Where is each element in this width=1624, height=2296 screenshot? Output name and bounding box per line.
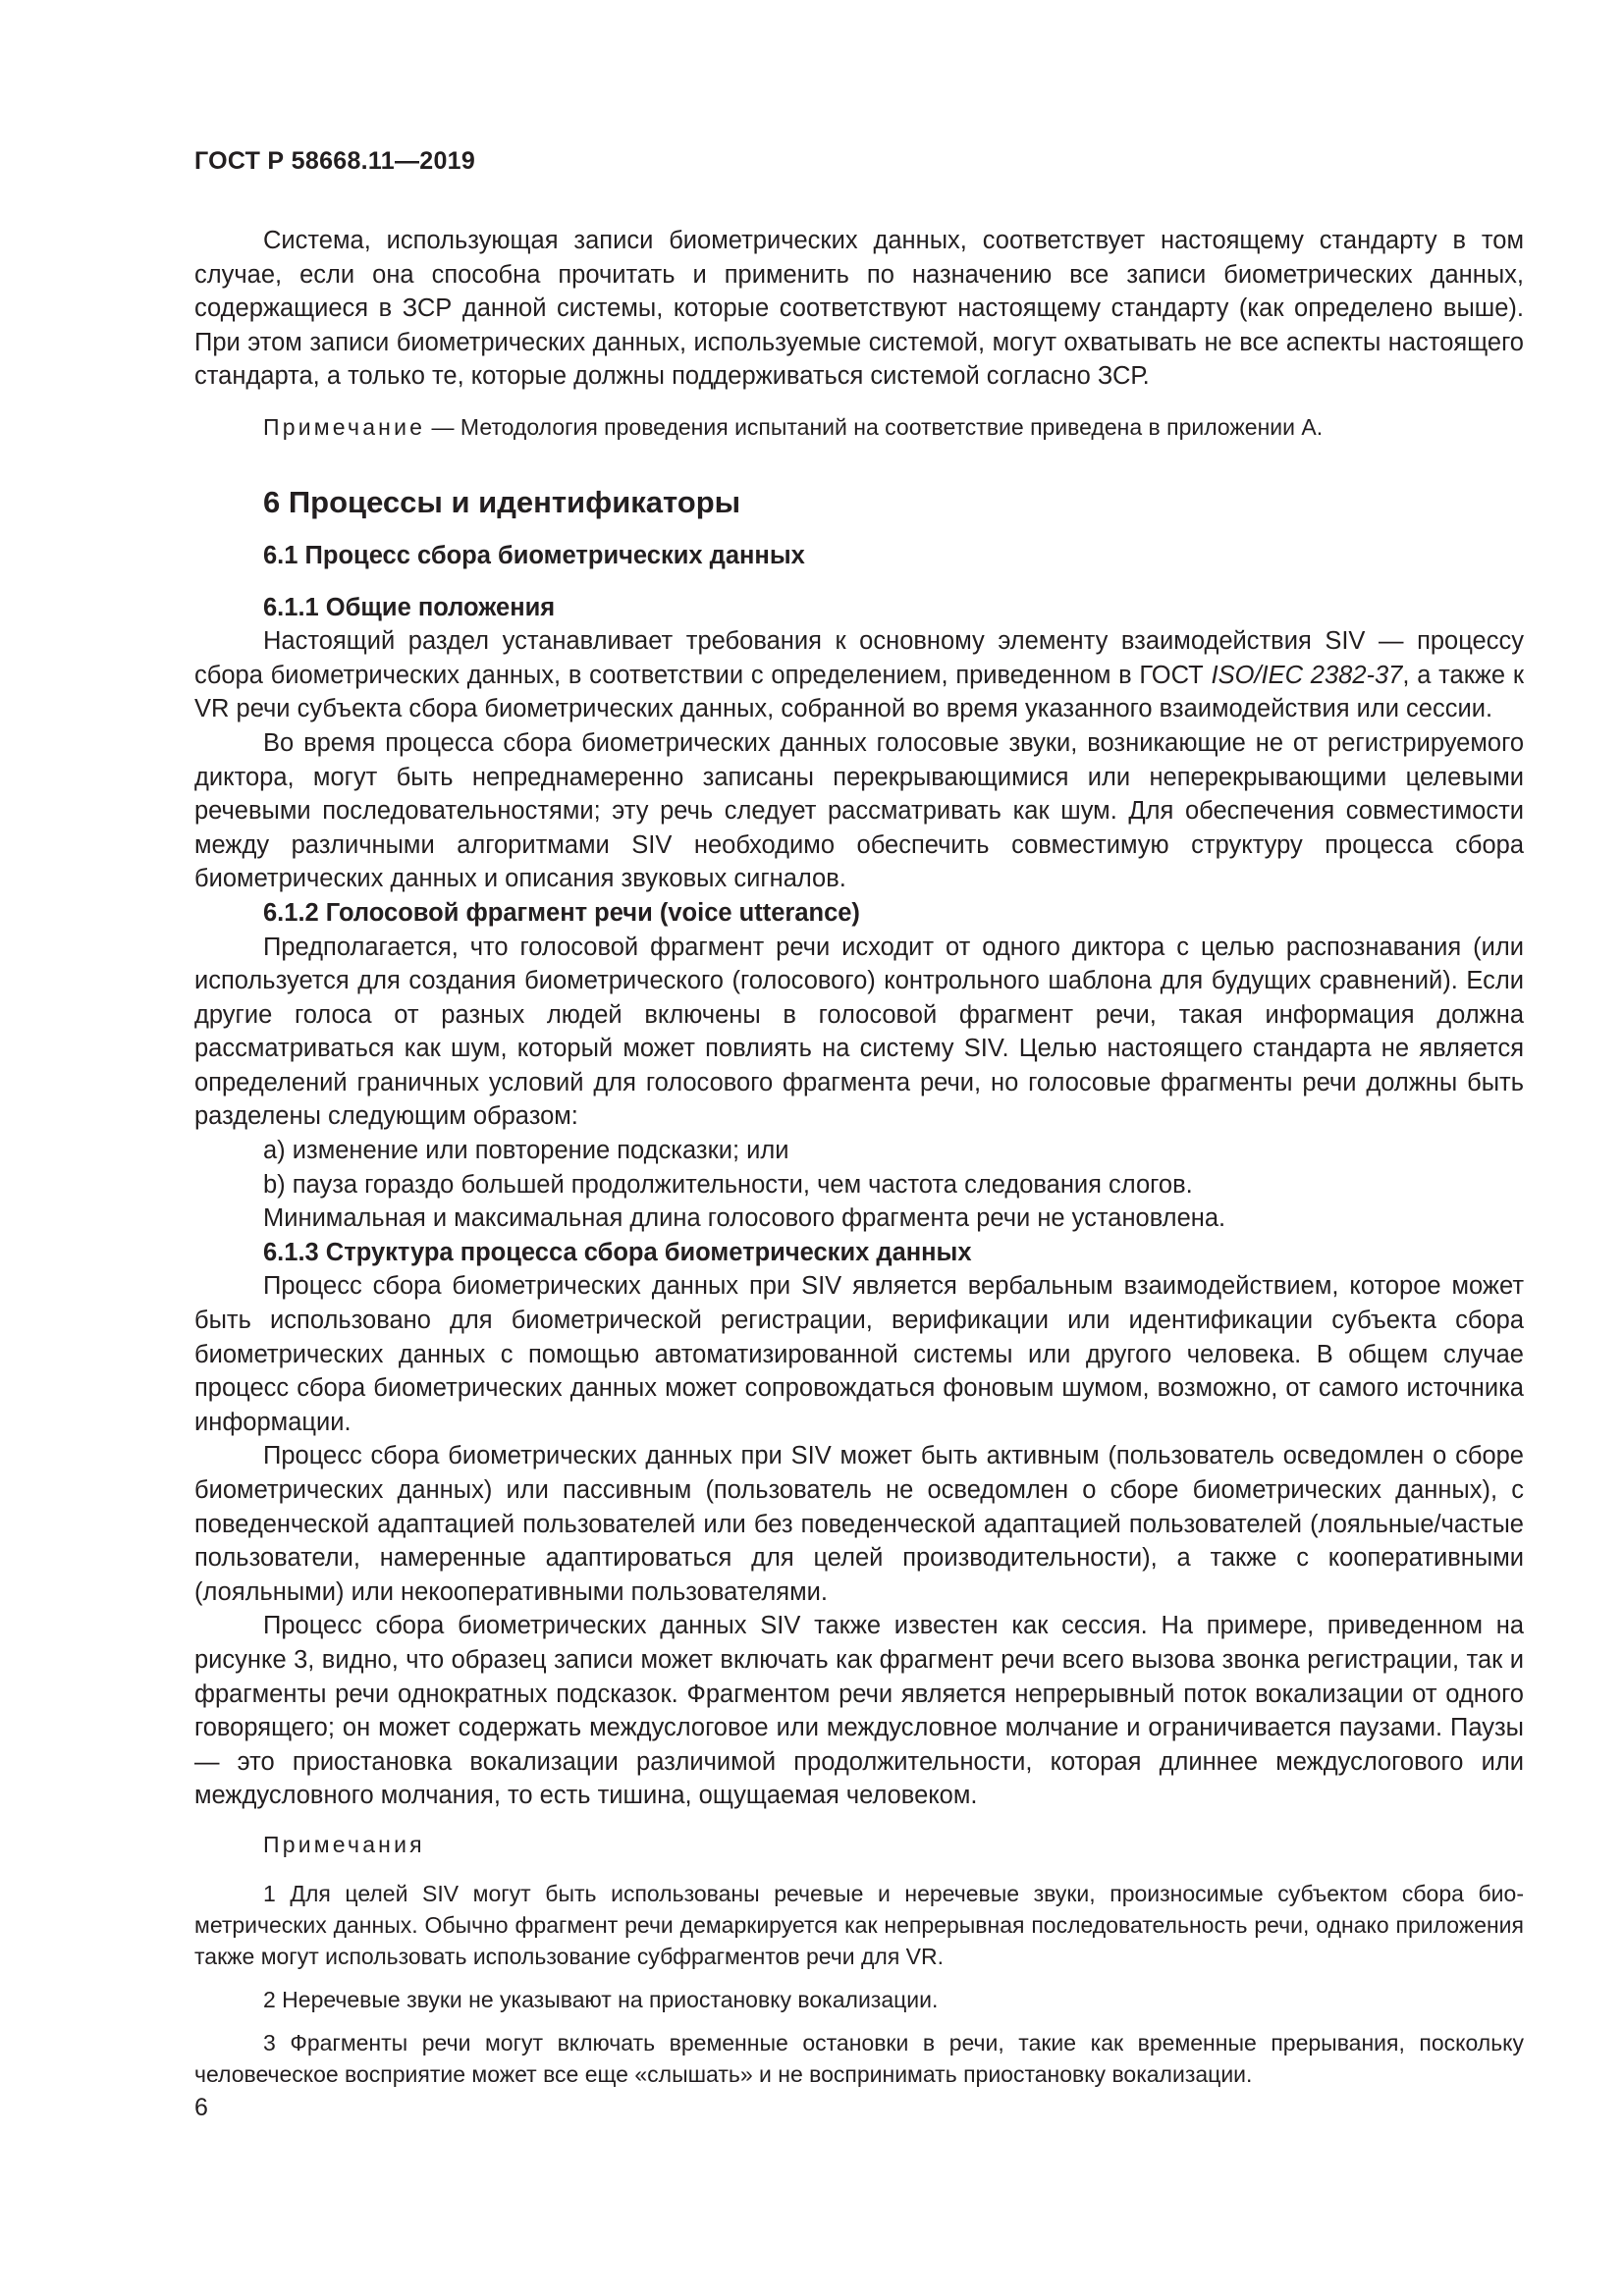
document-header: ГОСТ Р 58668.11—2019 [194,147,476,175]
section-6-1-3-paragraph-1: Процесс сбора биометрических данных при SIV является вербальным взаимодействием, которое может быть использовано для биометрической регистрации, верификации или идентификации субъекта сбора биометрических данных с помощью автоматизированной системы или другого человека. В общем случае процесс сбора биометрических данных может сопровождаться фоновым шумом, возможно, от самого источника информации. [194,1272,1524,1436]
page-number: 6 [194,2094,208,2121]
section-6-1-2-paragraph-1: Предполагается, что голосовой фрагмент речи исходит от одного диктора с целью распознавания (или используется для создания биометрического (голосового) контрольного шаблона для будущих сравнений). Если другие голоса от разных людей включены в голосовой фрагмент речи, такая информация должна рассматриваться как шум, который может повлиять на систему SIV. Целью настоящего стандарта не является определений граничных условий для голосового фрагмента речи, но голосовые фрагменты речи должны быть разделены следующим образом: [194,933,1524,1131]
document-body [194,224,1524,2090]
text-run: Настоящий раздел устанавливает требования к основному элементу взаимодействия SIV — процессу сбора биометрических данных, в соответствии с определением, приведенном в ГОСТ [194,627,1524,689]
intro-note [194,411,1524,443]
section-6-title: 6 Процессы и идентификаторы [263,484,741,519]
list-item-a: a) изменение или повторение подсказки; или [263,1137,789,1165]
section-6-1-2-title: 6.1.2 Голосовой фрагмент речи (voice utterance) [263,898,860,927]
section-6-1-1-title: 6.1.1 Общие положения [263,593,556,621]
standard-reference: ISO/IEC 2382-37 [1211,661,1403,689]
section-6-1-3-paragraph-3: Процесс сбора биометрических данных SIV также известен как сессия. На примере, приведенном на рисунке 3, видно, что образец записи может включать как фрагмент речи всего вызова звонка регистрации, так и фрагменты речи однократных подсказок. Фрагментом речи является непрерывный поток вокализации от одного говорящего; он может содержать междуслоговое или междусловное молчание и ограничивается паузами. Паузы — это приостановка вокализации различимой продолжительности, которая длиннее междуслогового или междусловного молчания, то есть тишина, ощущаемая человеком. [194,1612,1524,1810]
section-6-1-3-title: 6.1.3 Структура процесса сбора биометрических данных [263,1238,972,1266]
notes-label [194,1829,1524,1860]
intro-paragraph: Система, использующая записи биометрических данных, соответствует настоящему стандарту в том случае, если она способна прочитать и применить по назначению все записи биометрических данных, содержащиеся в ЗСР данной системы, которые соответствуют настоящему стандарту (как определено выше). При этом записи биометрических данных, используемые системой, могут охватывать не все аспекты настоящего стандарта, а только те, которые должны поддерживаться системой согласно ЗСР. [194,227,1524,391]
text-run: , а также к VR речи субъекта сбора биометрических данных, собранной во время указанного взаимодействия или сессии. [194,661,1524,723]
section-6-1-title: 6.1 Процесс сбора биометрических данных [263,541,805,569]
section-6-1-1-paragraph-1 [194,624,1524,726]
section-6-1-2-paragraph-2: Минимальная и максимальная длина голосового фрагмента речи не установлена. [263,1204,1226,1233]
note-3: 3 Фрагменты речи могут включать временные остановки в речи, такие как временные прерывания, поскольку человеческое восприятие может все еще «слышать» и не воспринимать приостановку вокализации. [194,2029,1524,2087]
section-6-1-1-paragraph-2: Во время процесса сбора биометрических данных голосовые звуки, возникающие не от регистрируемого диктора, могут быть непреднамеренно записаны перекрывающимися или неперекрывающими целевыми речевыми последовательностями; эту речь следует рассматривать как шум. Для обеспечения совместимости между различными алгоритмами SIV необходимо обеспечить совместимую структуру процесса сбора биометрических данных и описания звуковых сигналов. [194,728,1524,893]
note-2: 2 Неречевые звуки не указывают на приостановку вокализации. [263,1986,939,2012]
note-1: 1 Для целей SIV могут быть использованы речевые и неречевые звуки, произносимые субъектом сбора биометрических данных. Обычно фрагмент речи демаркируется как непрерывная последовательность речи, однако приложения также могут использовать использование субфрагментов речи для VR. [194,1880,1524,1969]
notes-label-text: Примечания [263,1831,425,1857]
note-text: — Методология проведения испытаний на соответствие приведена в приложении А. [425,413,1324,440]
note-label: Примечание [263,413,426,440]
list-item-b: b) пауза гораздо большей продолжительности, чем частота следования слогов. [263,1170,1193,1199]
section-6-1-3-paragraph-2: Процесс сбора биометрических данных при SIV может быть активным (пользователь осведомлен о сборе биометрических данных) или пассивным (пользователь не осведомлен о сборе биометрических данных), с поведенческой адаптацией пользователей или без поведенческой адаптацией пользователей (лояльные/частые пользователи, намеренные адаптироваться для целей производительности), а также с кооперативными (лояльными) или некооперативными пользователями. [194,1442,1524,1606]
